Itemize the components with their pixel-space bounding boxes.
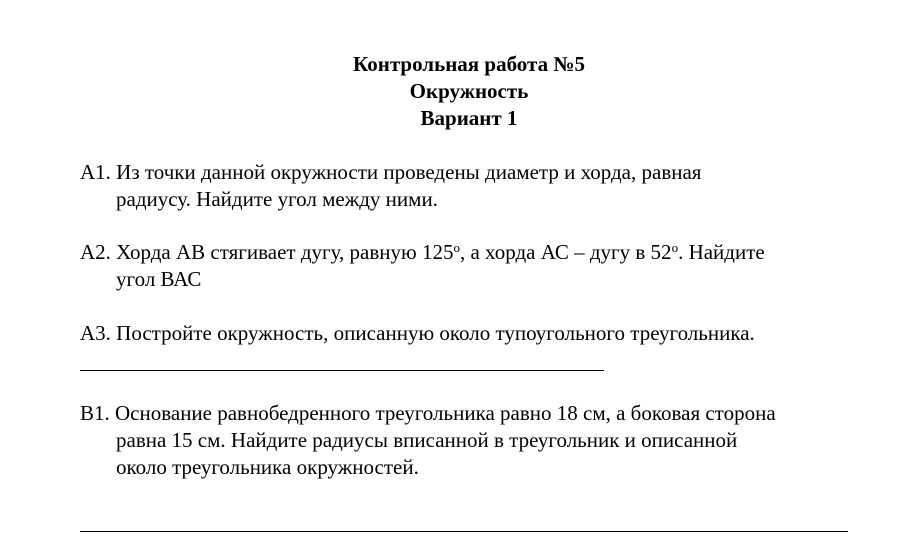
task-b1 [80,400,776,481]
task-a3 [80,320,755,347]
section-divider [80,370,604,371]
bottom-divider [80,531,848,532]
task-a2-text-part2: , а хорда АС – дугу в 52 [459,240,672,264]
task-a1 [80,159,701,213]
document-title: Контрольная работа №5 [353,52,585,76]
task-a1-line2: радиусу. Найдите угол между ними. [116,187,438,211]
task-a2 [80,239,765,293]
task-a2-text-part1: А2. Хорда АВ стягивает дугу, равную 125 [80,240,454,264]
task-b1-line1: В1. Основание равнобедренного треугольника равно 18 см, а боковая сторона [80,401,776,425]
task-a2-line1 [80,239,765,266]
task-a3-line1: А3. Постройте окружность, описанную около тупоугольного треугольника. [80,321,755,345]
document-topic: Окружность [409,79,529,103]
task-a1-line1: А1. Из точки данной окружности проведены диаметр и хорда, равная [80,160,702,184]
degree-mark-1: о [453,240,460,255]
document-header [0,51,903,132]
task-b1-line2: равна 15 см. Найдите радиусы вписанной в треугольник и описанной [116,428,738,452]
task-a2-text-part3: . Найдите [678,240,765,264]
task-a2-line2: угол ВАС [116,267,202,291]
document-variant: Вариант 1 [420,106,518,130]
degree-mark-2: о [671,240,679,255]
task-b1-line3: около треугольника окружностей. [116,455,419,479]
